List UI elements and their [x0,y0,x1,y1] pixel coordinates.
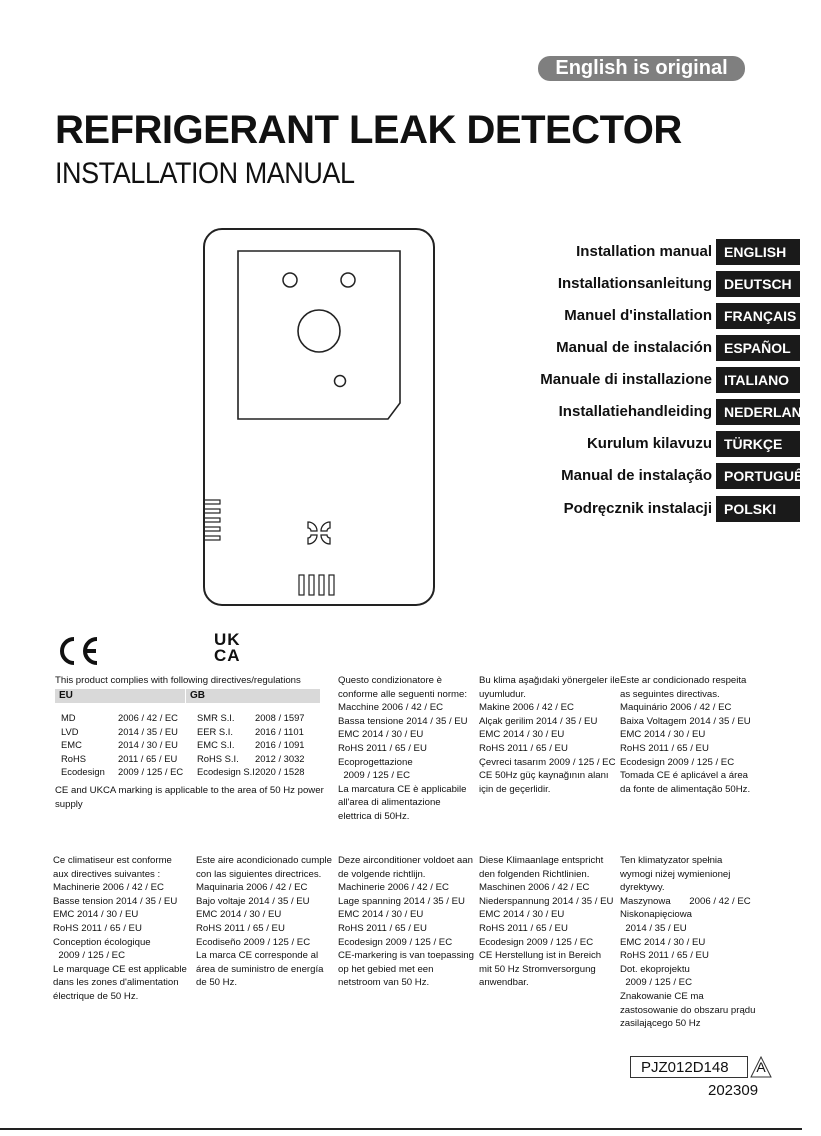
translation-line: 2009 / 125 / EC [620,977,692,989]
translation-line: conforme alle seguenti norme: [338,688,468,700]
translation-line: RoHS 2011 / 65 / EU [479,742,568,754]
translation-line: Znakowanie CE ma [620,990,704,1002]
translation-line: Alçak gerilim 2014 / 35 / EU [479,715,598,727]
translation-line: EMC 2014 / 30 / EU [479,729,565,741]
translation-line: dyrektywy. [620,882,665,894]
language-tag: DEUTSCH [716,271,800,297]
directive-number: 2016 / 1091 [255,739,305,750]
language-tag: ITALIANO [716,367,800,393]
translation-line: RoHS 2011 / 65 / EU [620,950,709,962]
translation-line: aux directives suivantes : [53,868,161,880]
directive-name: EER S.I. [197,725,233,737]
translation-line: Machinerie 2006 / 42 / EC [338,882,449,894]
translation-line: Maschinen 2006 / 42 / EC [479,882,590,894]
ce-mark-logo [55,636,101,666]
translation-line: RoHS 2011 / 65 / EU [620,742,709,754]
translation-line: Ecodiseño 2009 / 125 / EC [196,936,311,948]
translation-line: CE-markering is van toepassing [338,950,474,962]
translation-line: Çevreci tasarım 2009 / 125 / EC [479,756,616,768]
directive-number: 2014 / 30 / EU [118,739,178,750]
translation-line: con las siguientes directrices. [196,868,322,880]
translation-block [479,854,613,990]
translation-line: EMC 2014 / 30 / EU [53,909,139,921]
revision-letter: A [756,1059,766,1075]
translation-line: RoHS 2011 / 65 / EU [196,922,285,934]
translation-line: 2014 / 35 / EU [620,922,687,934]
directive-name: Ecodesign [61,766,105,777]
translation-block [196,854,332,990]
translation-line: Questo condizionatore è [338,675,442,686]
translation-line: área de suministro de energía [196,963,324,975]
translation-line: dans les zones d'alimentation [53,977,179,989]
language-manual-title: Manual de instalación [556,339,712,356]
translation-line: uyumludur. [479,688,526,700]
translation-block [53,854,187,1004]
translation-line: RoHS 2011 / 65 / EU [53,922,142,934]
translation-line: Bu klima aşağıdaki yönergeler ile [479,675,620,686]
directive-name: EMC S.I. [197,739,235,750]
original-language-badge: English is original [538,56,745,81]
translation-block [620,674,751,796]
directive-name: LVD [61,725,79,737]
translation-line: Bassa tensione 2014 / 35 / EU [338,715,468,727]
translation-line: anwendbar. [479,977,529,989]
language-row [520,367,800,393]
translation-line: EMC 2014 / 30 / EU [338,729,424,741]
translation-line: Maquinário 2006 / 42 / EC [620,702,732,714]
translation-line: Ecodesign 2009 / 125 / EC [479,936,594,948]
translation-line: de 50 Hz. [196,977,238,989]
language-row [520,335,800,361]
translation-line: Diese Klimaanlage entspricht [479,855,604,866]
language-row [520,271,800,297]
language-manual-title: Manual de instalação [561,467,712,484]
compliance-note-line: supply [55,798,83,810]
translation-line: Niskonapięciowa [620,909,692,921]
ukca-top: UK [214,630,241,649]
eu-header: EU [55,689,185,703]
translation-line: Deze airconditioner voldoet aan [338,855,473,866]
directive-number: 2006 / 42 / EC [118,712,178,723]
translation-line: Bajo voltaje 2014 / 35 / EU [196,895,310,907]
translation-line: Makine 2006 / 42 / EC [479,702,574,714]
translation-line: La marcatura CE è applicabile [338,783,467,795]
translation-line: Lage spanning 2014 / 35 / EU [338,895,465,907]
language-manual-title: Installatiehandleiding [558,403,712,420]
translation-line: Tomada CE é aplicável a área [620,770,748,782]
translation-line: as seguintes directivas. [620,688,720,700]
translation-line: netstroom van 50 Hz. [338,977,430,989]
language-manual-title: Manuel d'installation [564,307,712,324]
translation-line: Ecodesign 2009 / 125 / EC [338,936,453,948]
translation-line: Baixa Voltagem 2014 / 35 / EU [620,715,751,727]
translation-line: Ce climatiseur est conforme [53,855,172,866]
compliance-note-line: CE and UKCA marking is applicable to the area of 50 Hz power [55,785,324,796]
document-title: REFRIGERANT LEAK DETECTOR [55,108,682,152]
language-manual-title: Manuale di installazione [540,371,712,388]
language-tag: ENGLISH [716,239,800,265]
translation-block [479,674,620,796]
translation-line: 2009 / 125 / EC [338,770,410,782]
translation-line: La marca CE corresponde al [196,950,319,962]
directive-name: MD [61,712,76,723]
translation-line: de volgende richtlijn. [338,868,426,880]
directive-name: RoHS S.I. [197,752,239,764]
directive-name: EMC [61,739,82,750]
translation-line: Basse tension 2014 / 35 / EU [53,895,178,907]
language-manual-title: Kurulum kilavuzu [586,435,712,452]
directive-number: 2008 / 1597 [255,712,305,723]
directive-name: SMR S.I. [197,712,235,723]
translation-block [338,854,474,990]
language-row [520,463,813,489]
translation-line: électrique de 50 Hz. [53,990,139,1002]
translation-line: Macchine 2006 / 42 / EC [338,702,444,714]
translation-line: Ecodesign 2009 / 125 / EC [620,756,735,768]
document-date: 202309 [708,1082,759,1099]
translation-line: EMC 2014 / 30 / EU [479,909,565,921]
directive-number: 2014 / 35 / EU [118,725,178,737]
ukca-bottom: CA [214,646,241,665]
language-row [520,496,800,522]
language-tag: NEDERLANDS [716,399,800,425]
translation-line: CE Herstellung ist in Bereich [479,950,602,962]
gb-header: GB [186,689,320,703]
translation-line: mit 50 Hz Stromversorgung [479,963,596,975]
compliance-note [55,784,324,811]
translation-line: Maquinaria 2006 / 42 / EC [196,882,308,894]
compliance-intro: This product complies with following directives/regulations [55,675,301,686]
language-row [520,303,800,329]
language-manual-title: Podręcznik instalacji [563,500,712,517]
translation-line: elettrica di 50Hz. [338,810,410,822]
translation-line: Dot. ekoprojektu [620,963,690,975]
translation-line: all'area di alimentazione [338,797,441,809]
translation-line: Este aire acondicionado cumple [196,855,332,866]
language-row [520,399,821,425]
translation-line: Ecoprogettazione [338,756,413,768]
translation-line: zastosowanie do obszaru prądu [620,1004,756,1016]
translation-line: RoHS 2011 / 65 / EU [338,742,427,754]
translation-line: Machinerie 2006 / 42 / EC [53,882,164,894]
language-tag: ESPAÑOL [716,335,800,361]
translation-line: için de geçerlidir. [479,783,551,795]
language-tag: POLSKI [716,496,800,522]
translation-line: EMC 2014 / 30 / EU [196,909,282,921]
translation-line: Le marquage CE est applicable [53,963,187,975]
translation-line: CE 50Hz güç kaynağının alanı [479,770,609,782]
language-tag: TÜRKÇE [716,431,800,457]
translation-line: 2009 / 125 / EC [53,950,125,962]
translation-line: EMC 2014 / 30 / EU [620,729,706,741]
translation-line: zasilającego 50 Hz [620,1018,701,1030]
directive-number: 2012 / 3032 [255,752,305,764]
document-code: PJZ012D148 [630,1056,748,1078]
translation-line: Maszynowa 2006 / 42 / EC [620,895,751,907]
translation-block [620,854,755,1031]
directive-number: 2009 / 125 / EC [118,766,184,777]
directive-name: RoHS [61,752,87,764]
directive-number: 2020 / 1528 [255,766,305,777]
translation-line: RoHS 2011 / 65 / EU [479,922,568,934]
ukca-mark-logo [214,632,248,664]
language-tag: FRANÇAIS [716,303,800,329]
translation-line: Ten klimatyzator spełnia [620,855,723,866]
language-row [520,239,800,265]
detector-device-illustration [190,225,450,615]
translation-line: wymogi niżej wymienionej [620,868,731,880]
directive-number: 2016 / 1101 [255,725,304,737]
translation-line: Niederspannung 2014 / 35 / EU [479,895,614,907]
document-subtitle: INSTALLATION MANUAL [55,157,355,190]
translation-line: da fonte de alimentação 50Hz. [620,783,751,795]
language-tag: PORTUGUÊS [716,463,800,489]
translation-line: Este ar condicionado respeita [620,675,747,686]
language-row [520,431,800,457]
language-manual-title: Installationsanleitung [557,275,712,292]
translation-block [338,674,468,824]
translation-line: den folgenden Richtlinien. [479,868,590,880]
bottom-rule [0,1128,802,1130]
translation-line: Conception écologique [53,936,151,948]
translation-line: EMC 2014 / 30 / EU [338,909,424,921]
translation-line: RoHS 2011 / 65 / EU [338,922,427,934]
directive-number: 2011 / 65 / EU [118,752,178,764]
language-manual-title: Installation manual [576,243,712,260]
translation-line: EMC 2014 / 30 / EU [620,936,706,948]
translation-line: op het gebied met een [338,963,434,975]
directive-name: Ecodesign S.I. [197,766,258,777]
